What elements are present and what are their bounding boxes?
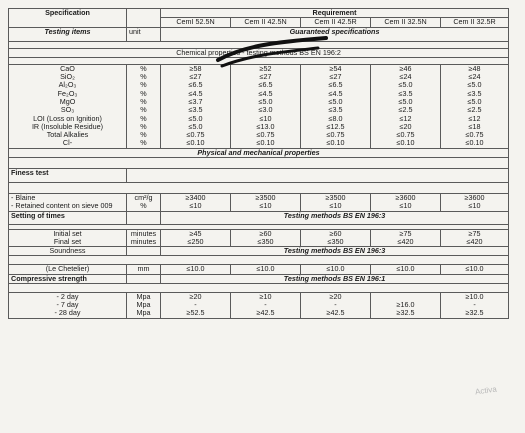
chemical-values-cem-i-52-5n: ≥58 ≤27 ≤6.5 ≤4.5 ≤3.7 ≤3.5 ≤5.0 ≤5.0 ≤0.75 ≤0.10: [161, 64, 231, 148]
activation-watermark: Activa: [474, 384, 498, 397]
chemical-values-cem-ii-42-5r: ≥54 ≤27 ≤6.5 ≤4.5 ≤5.0 ≤3.5 ≤8.0 ≤12.5 ≤0.75 ≤0.10: [301, 64, 371, 148]
item-ir: IR (Insoluble Residue): [31, 121, 104, 131]
item-initial-set: Initial set: [53, 229, 82, 238]
chemical-units: % % % % % % % % % %: [127, 64, 161, 148]
fineness-title-row: [9, 168, 509, 182]
setting-title-row: [9, 211, 509, 224]
item-fe2o3: Fe₂O₃: [57, 88, 78, 98]
unit-heading: unit: [127, 27, 161, 41]
item-le-chatelier: (Le Chetelier): [9, 265, 127, 274]
soundness-row: [9, 247, 509, 256]
setting-method: Testing methods BS EN 196:3: [161, 211, 509, 224]
fineness-values-row: - Blaine - Retained content on sieve 009 cm²/g % ≥3400 ≤10 ≥3500 ≤10 ≥3500 ≤10 ≥3600 ≤10 ≥3600 ≤10: [9, 193, 509, 211]
item-cl: Cl-: [62, 138, 73, 148]
chemical-values-cem-ii-32-5n: ≥46 ≤24 ≤5.0 ≤3.5 ≤5.0 ≤2.5 ≤12 ≤20 ≤0.75 ≤0.10: [371, 64, 441, 148]
column-cem-ii-32-5r: Cem II 32.5R: [441, 18, 509, 27]
chemical-section-title: Chemical properties - testing methods BS EN 196:2: [9, 48, 509, 57]
item-total-alkalies: Total Alkalies: [46, 130, 89, 140]
fineness-units: cm²/g %: [127, 193, 161, 211]
soundness-title: Soundness: [9, 247, 127, 256]
item-28-day: - 28 day: [54, 308, 81, 318]
item-2-day: - 2 day: [56, 292, 79, 301]
setting-times-title: Setting of times: [9, 211, 127, 224]
chemical-values-cem-ii-42-5n: ≥52 ≤27 ≤6.5 ≤4.5 ≤5.0 ≤3.0 ≤10 ≤13.0 ≤0.75 ≤0.10: [231, 64, 301, 148]
specification-document: [8, 8, 508, 319]
item-retained-content: - Retained content on sieve 009: [11, 201, 113, 211]
guaranteed-specifications-heading: Guaranteed specifications: [161, 27, 509, 41]
specification-table: [8, 8, 509, 319]
column-cem-ii-42-5r: Cem II 42.5R: [301, 18, 371, 27]
compressive-strength-title: Compressive strength: [9, 274, 127, 283]
compressive-values-row: - 2 day - 7 day - 28 day Mpa Mpa Mpa ≥20 - ≥52.5 ≥10 - ≥42.5 ≥20 - ≥42.5 ≥16.0 ≥32.5 ≥10.0 - ≥32.5: [9, 292, 509, 318]
setting-items: [9, 229, 127, 247]
compressive-method: Testing methods BS EN 196:1: [161, 274, 509, 283]
item-so3: SO₃: [60, 105, 75, 115]
compressive-title-row: [9, 274, 509, 283]
physical-section-title: Physical and mechanical properties: [9, 148, 509, 157]
item-sio2: SiO₂: [60, 72, 75, 82]
header-row: [9, 9, 509, 18]
testing-items-row: [9, 27, 509, 41]
physical-section-row: [9, 148, 509, 157]
setting-units: minutes minutes: [127, 229, 161, 247]
fineness-items: [9, 193, 127, 211]
soundness-method: Testing methods BS EN 196:3: [161, 247, 509, 256]
item-final-set: Final set: [53, 236, 82, 246]
chemical-section-row: [9, 48, 509, 57]
setting-values-row: Initial set Final set minutes minutes ≥45 ≤250 ≥60 ≤350 ≥60 ≤350 ≥75 ≤420 ≥75 ≤420: [9, 229, 509, 247]
requirement-heading: Requirement: [161, 9, 509, 18]
testing-items-heading: Testing items: [9, 27, 127, 41]
specification-heading: Specification: [9, 9, 127, 28]
item-mgo: MgO: [59, 96, 76, 106]
chemical-items: [9, 64, 127, 148]
item-al2o3: Al₂O₃: [58, 80, 77, 90]
item-loi: LOI (Loss on Ignition): [33, 113, 102, 123]
fineness-title: Finess test: [9, 168, 127, 182]
chemical-values-cem-ii-32-5r: ≥48 ≤24 ≤5.0 ≤3.5 ≤5.0 ≤2.5 ≤12 ≤18 ≤0.75 ≤0.10: [441, 64, 509, 148]
column-cem-ii-32-5n: Cem II 32.5N: [371, 18, 441, 27]
column-cem-ii-42-5n: Cem II 42.5N: [231, 18, 301, 27]
compressive-items: [9, 292, 127, 318]
chemical-values-row: [9, 64, 509, 148]
compressive-units: Mpa Mpa Mpa: [127, 292, 161, 318]
column-cem-i-52-5n: CemI 52.5N: [161, 18, 231, 27]
item-cao: CaO: [60, 64, 75, 73]
item-7-day: - 7 day: [56, 300, 79, 310]
item-blaine: - Blaine: [11, 193, 36, 202]
le-chatelier-row: (Le Chetelier) mm ≤10.0 ≤10.0 ≤10.0 ≤10.0 ≤10.0: [9, 265, 509, 274]
